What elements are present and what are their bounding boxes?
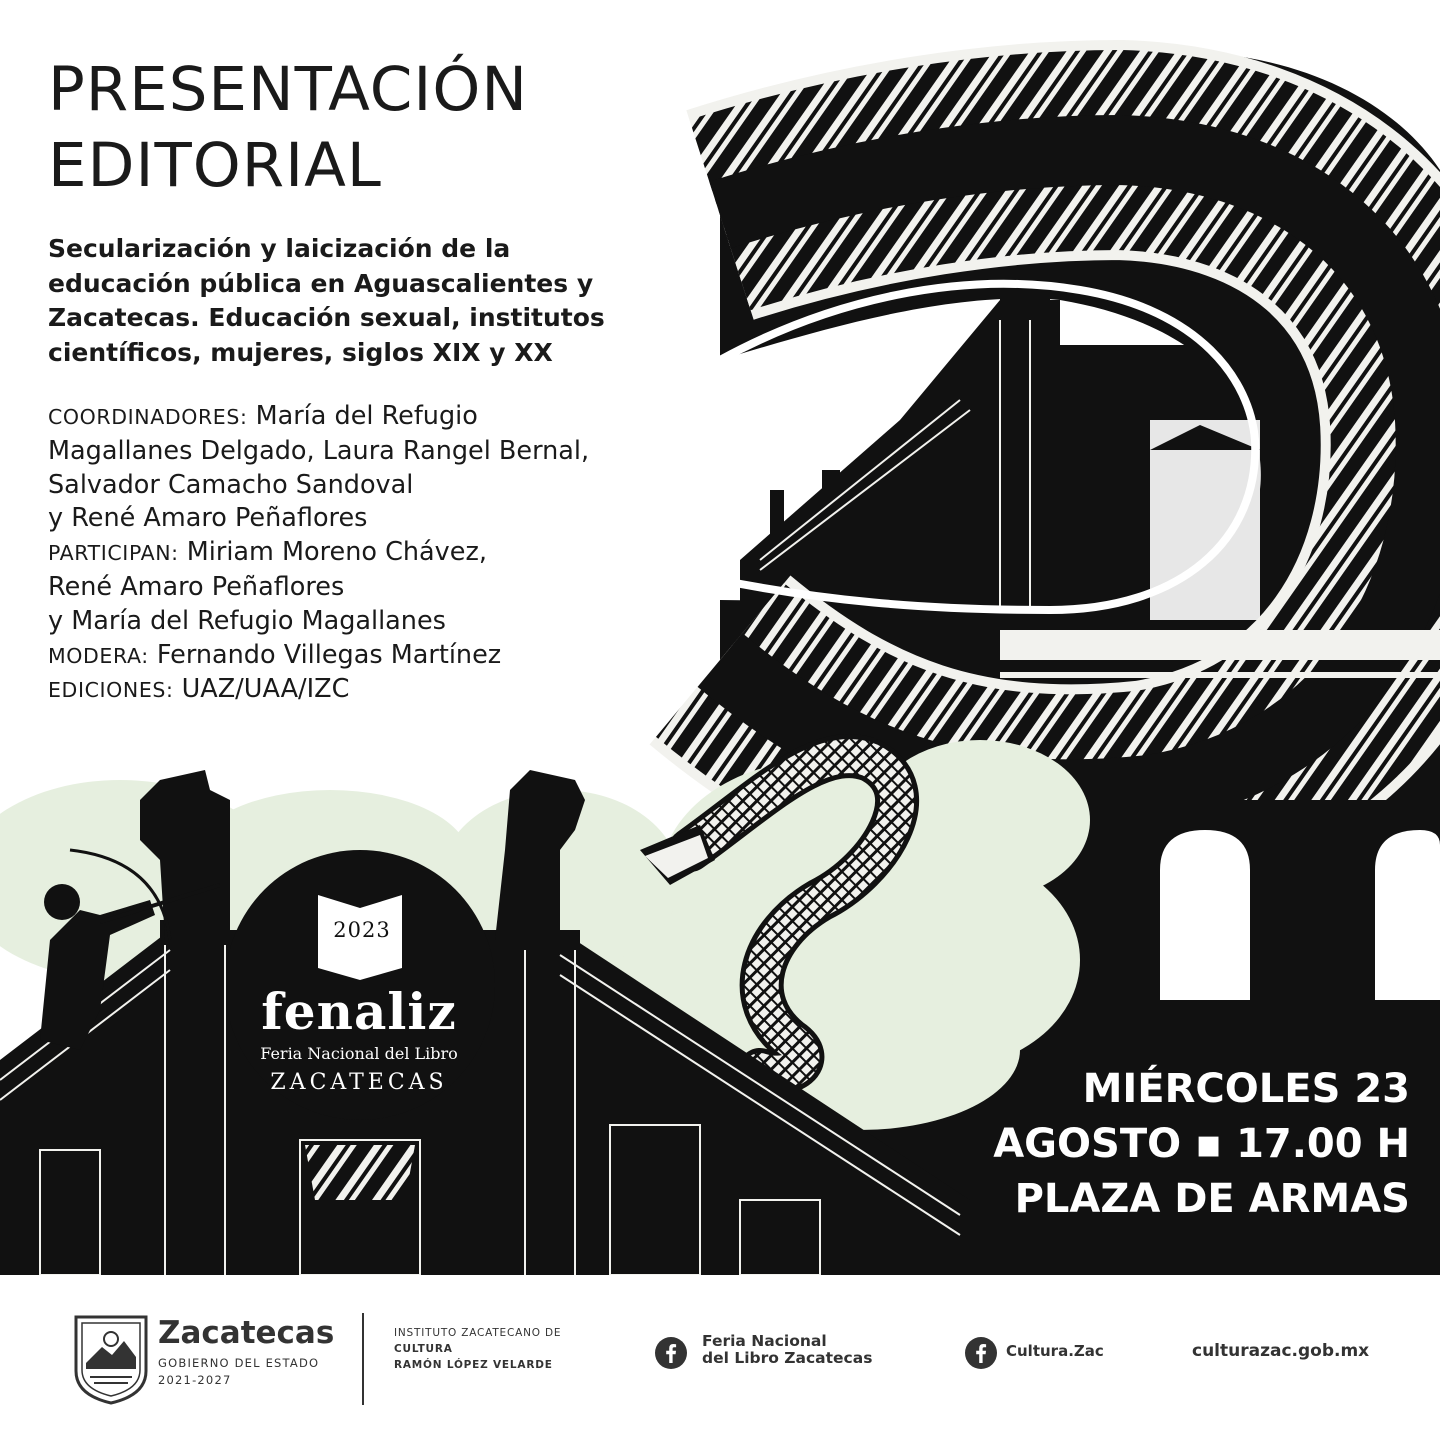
coordinadores-value: y René Amaro Peñaflores xyxy=(48,503,368,534)
website-link[interactable]: culturazac.gob.mx xyxy=(1192,1341,1370,1361)
ediciones-line xyxy=(48,673,708,708)
modera-label: MODERA: xyxy=(48,643,149,668)
gov-years: 2021-2027 xyxy=(158,1373,232,1387)
fair-city: ZACATECAS xyxy=(270,1070,448,1095)
footer-divider xyxy=(362,1313,364,1405)
book-title-line: Zacatecas. Educación sexual, institutos xyxy=(48,303,605,332)
gov-subtitle: GOBIERNO DEL ESTADO xyxy=(158,1356,320,1370)
facebook-icon[interactable] xyxy=(655,1337,687,1369)
institute-name xyxy=(394,1325,561,1373)
modera-value: Fernando Villegas Martínez xyxy=(148,639,502,670)
facebook-page-feria[interactable] xyxy=(702,1333,872,1367)
institute-line: RAMÓN LÓPEZ VELARDE xyxy=(394,1359,553,1371)
gov-name: Zacatecas xyxy=(158,1315,335,1351)
event-place: PLAZA DE ARMAS xyxy=(1014,1176,1410,1222)
page-title xyxy=(48,52,528,204)
footer xyxy=(0,1275,1440,1440)
facebook-icon[interactable] xyxy=(965,1337,997,1369)
title-line-2: EDITORIAL xyxy=(48,130,382,201)
title-line-1: PRESENTACIÓN xyxy=(48,54,529,125)
coordinadores-line xyxy=(48,400,708,435)
participan-value: y María del Refugio Magallanes xyxy=(48,605,446,636)
event-info xyxy=(993,1062,1410,1227)
event-time: AGOSTO ▪ 17.00 H xyxy=(993,1121,1410,1167)
facebook-page-feria-line: del Libro Zacatecas xyxy=(702,1349,873,1367)
participan-value: Miriam Moreno Chávez, xyxy=(178,537,487,568)
ediciones-value: UAZ/UAA/IZC xyxy=(173,674,350,705)
fair-name: fenaliz xyxy=(261,982,457,1041)
book-title xyxy=(48,232,688,370)
fair-year: 2023 xyxy=(333,918,391,942)
coordinadores-value: Salvador Camacho Sandoval xyxy=(48,469,414,500)
zacatecas-crest-icon xyxy=(72,1313,150,1405)
participan-value: René Amaro Peñaflores xyxy=(48,571,345,602)
coordinadores-value: Magallanes Delgado, Laura Rangel Bernal, xyxy=(48,435,590,466)
credits-block xyxy=(48,400,708,708)
facebook-page-feria-line: Feria Nacional xyxy=(702,1332,827,1350)
ediciones-label: EDICIONES: xyxy=(48,678,174,703)
book-title-line: Secularización y laicización de la xyxy=(48,234,511,263)
coordinadores-label: COORDINADORES: xyxy=(48,405,248,429)
participan-line xyxy=(48,536,708,571)
participan-label: PARTICIPAN: xyxy=(48,541,179,566)
institute-line: INSTITUTO ZACATECANO DE xyxy=(394,1327,562,1339)
coordinadores-value: María del Refugio xyxy=(247,401,478,431)
institute-line: CULTURA xyxy=(394,1343,453,1355)
book-title-line: científicos, mujeres, siglos XIX y XX xyxy=(48,337,553,367)
modera-line xyxy=(48,639,708,674)
event-date: MIÉRCOLES 23 xyxy=(1082,1066,1410,1112)
book-title-line: educación pública en Aguascalientes y xyxy=(48,268,594,298)
fair-subtitle: Feria Nacional del Libro xyxy=(260,1044,458,1063)
facebook-page-cultura[interactable]: Cultura.Zac xyxy=(1006,1342,1104,1360)
